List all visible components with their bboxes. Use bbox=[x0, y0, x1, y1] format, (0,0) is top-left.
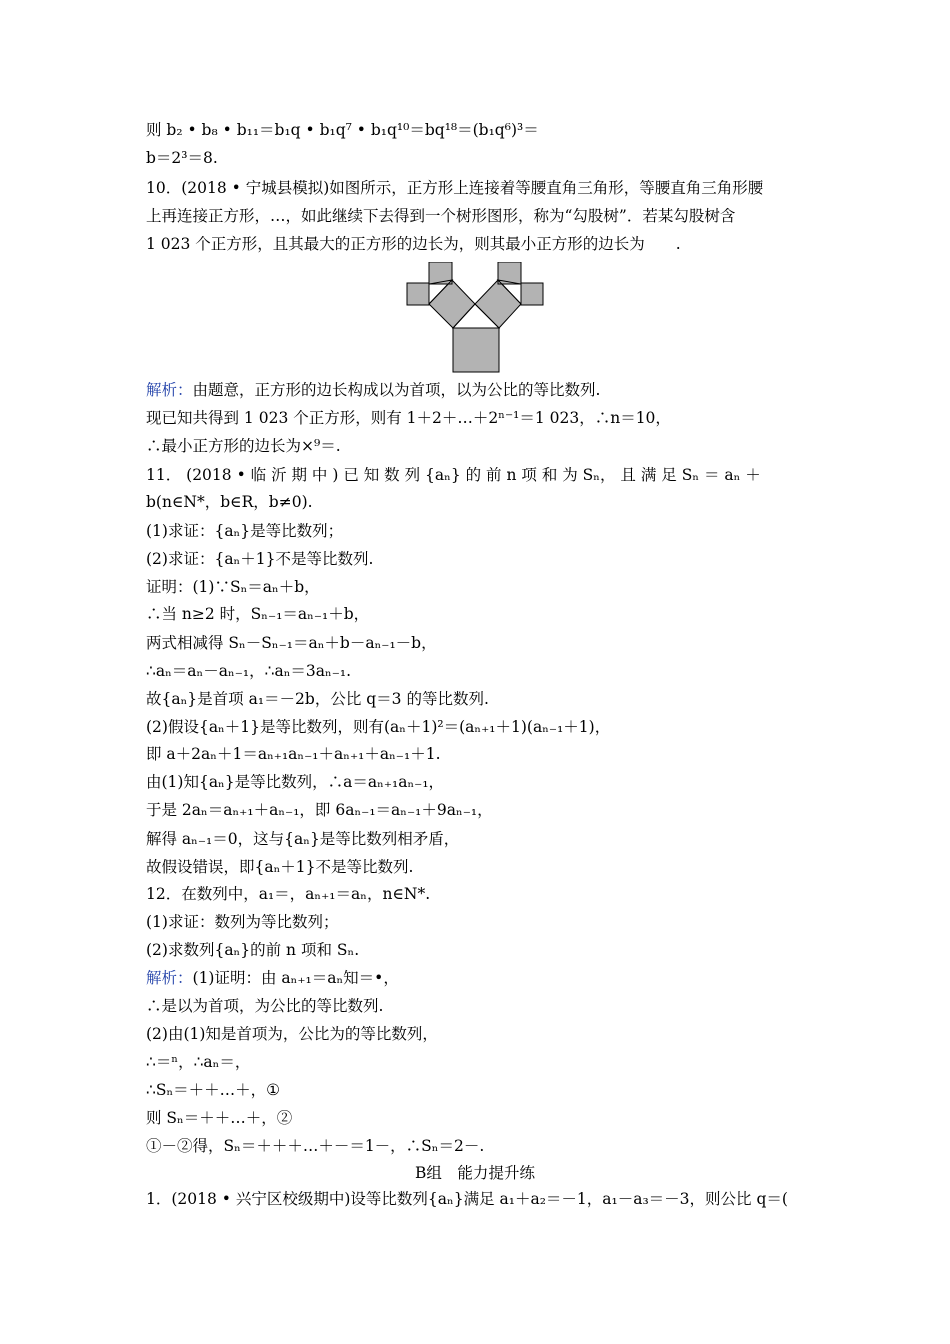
problem-11-line: 11． (2018 • 临 沂 期 中 ) 已 知 数 列 {aₙ} 的 前 n 项 和 为 Sₙ， 且 满 足 Sₙ ＝ aₙ ＋ bbox=[146, 466, 761, 484]
problem-12-line: 12．在数列中，a₁＝，aₙ₊₁＝aₙ，n∈N*. bbox=[146, 885, 431, 903]
text-line: 证明：(1)∵Sₙ＝aₙ＋b， bbox=[146, 578, 320, 596]
text-line: 于是 2aₙ＝aₙ₊₁＋aₙ₋₁，即 6aₙ₋₁＝aₙ₋₁＋9aₙ₋₁， bbox=[146, 801, 493, 819]
text-line: 上再连接正方形，…，如此继续下去得到一个树形图形，称为“勾股树”．若某勾股树含 bbox=[146, 207, 736, 225]
largest-square bbox=[453, 328, 499, 372]
text-line: ∴Sₙ＝＋＋…＋，① bbox=[146, 1081, 281, 1099]
text-line: (2)假设{aₙ＋1}是等比数列，则有(aₙ＋1)²＝(aₙ₊₁＋1)(aₙ₋₁＋1)， bbox=[146, 718, 611, 736]
problem-10-line: 10．(2018 • 宁城县模拟)如图所示，正方形上连接着等腰直角三角形，等腰直角三角形腰 bbox=[146, 179, 764, 197]
text-line: (2)求证：{aₙ＋1}不是等比数列. bbox=[146, 550, 374, 568]
left-middle-square bbox=[429, 280, 475, 328]
text-line: 两式相减得 Sₙ－Sₙ₋₁＝aₙ＋b－aₙ₋₁－b， bbox=[146, 634, 437, 652]
section-title: B组 能力提升练 bbox=[415, 1164, 535, 1182]
pythagorean-tree-figure bbox=[405, 262, 545, 374]
text-line: 现已知共得到 1 023 个正方形，则有 1＋2＋…＋2ⁿ⁻¹＝1 023，∴n＝10， bbox=[146, 409, 671, 427]
text-line: (1)求证：{aₙ}是等比数列； bbox=[146, 522, 344, 540]
text-line: 故{aₙ}是首项 a₁＝－2b，公比 q＝3 的等比数列. bbox=[146, 690, 489, 708]
solution-label: 解析： bbox=[146, 969, 193, 987]
text-line: (2)求数列{aₙ}的前 n 项和 Sₙ. bbox=[146, 941, 360, 959]
text-line: 解得 aₙ₋₁＝0，这与{aₙ}是等比数列相矛盾， bbox=[146, 830, 460, 848]
text-line: ∴最小正方形的边长为×⁹＝. bbox=[146, 437, 341, 455]
text-line: b＝2³＝8. bbox=[146, 149, 218, 167]
text-line: 由(1)知{aₙ}是等比数列，∴a＝aₙ₊₁aₙ₋₁， bbox=[146, 773, 445, 791]
text-line: (1)求证：数列为等比数列； bbox=[146, 913, 339, 931]
text-line: ∴aₙ＝aₙ－aₙ₋₁，∴aₙ＝3aₙ₋₁. bbox=[146, 662, 352, 680]
text-line: 则 Sₙ＝＋＋…＋，② bbox=[146, 1109, 293, 1127]
text-line: 1 023 个正方形，且其最大的正方形的边长为，则其最小正方形的边长为 . bbox=[146, 235, 681, 253]
text-line: 故假设错误，即{aₙ＋1}不是等比数列. bbox=[146, 858, 414, 876]
text-line: ∴是以为首项，为公比的等比数列. bbox=[146, 997, 384, 1015]
small-square-right bbox=[521, 283, 543, 305]
text-line: 则 b₂ • b₈ • b₁₁＝b₁q • b₁q⁷ • b₁q¹⁰＝bq¹⁸＝(b₁q⁶)³＝ bbox=[146, 121, 539, 139]
problem-b1-line: 1．(2018 • 兴宁区校级期中)设等比数列{aₙ}满足 a₁＋a₂＝－1，a₁－a₃＝－3，则公比 q＝( bbox=[146, 1190, 788, 1208]
text-line: (2)由(1)知是首项为，公比为的等比数列， bbox=[146, 1025, 438, 1043]
text-line: b(n∈N*，b∈R，b≠0). bbox=[146, 493, 313, 511]
small-square-left bbox=[407, 283, 429, 305]
text-line: 即 a＋2aₙ＋1＝aₙ₊₁aₙ₋₁＋aₙ₊₁＋aₙ₋₁＋1. bbox=[146, 745, 441, 763]
solution-label: 解析： bbox=[146, 381, 193, 399]
right-middle-square bbox=[475, 280, 521, 328]
text-line: ①－②得，Sₙ＝＋＋＋…＋－＝1－，∴Sₙ＝2－. bbox=[146, 1137, 485, 1155]
text-line: ∴＝ⁿ，∴aₙ＝， bbox=[146, 1053, 251, 1071]
solution-line: 解析：由题意，正方形的边长构成以为首项，以为公比的等比数列. bbox=[146, 381, 601, 399]
solution-line: 解析：(1)证明：由 aₙ₊₁＝aₙ知＝•， bbox=[146, 969, 399, 987]
text-line: ∴当 n≥2 时，Sₙ₋₁＝aₙ₋₁＋b， bbox=[146, 605, 370, 623]
